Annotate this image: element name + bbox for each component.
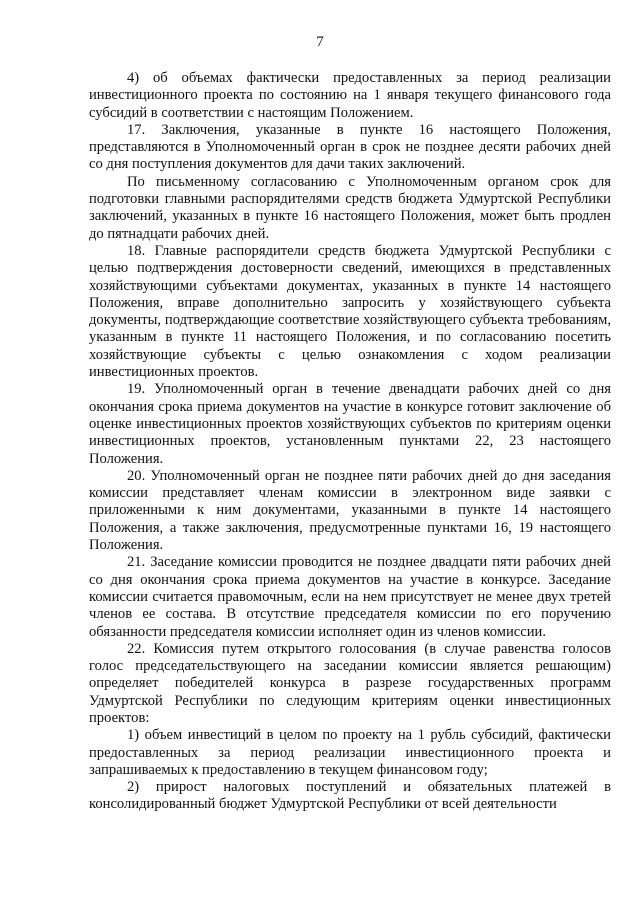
paragraph-18: 18. Главные распорядители средств бюджета Удмуртской Республики с целью подтверждения достоверности сведений, имеющихся в представленных хозяйствующими субъектами документах, указанных в пункте 14 настоящего Положения, вправе дополнительно запросить у хозяйствующего субъекта документы, подтверждающие соответствие хозяйствующего субъекта требованиям, указанным в пункте 11 настоящего Положения, и по согласованию посетить хозяйствующие субъекты с целью ознакомления с ходом реализации инвестиционных проектов.: [89, 242, 611, 381]
criterion-2: 2) прирост налоговых поступлений и обязательных платежей в консолидированный бюджет Удмуртской Республики от всей деятельности: [89, 779, 611, 813]
paragraph-22: 22. Комиссия путем открытого голосования (в случае равенства голосов голос председательствующего на заседании комиссии является решающим) определяет победителей конкурса в разрезе государственных программ Удмуртской Республики по следующим критериям оценки инвестиционных проектов:: [89, 640, 611, 726]
paragraph-20: 20. Уполномоченный орган не позднее пяти рабочих дней до дня заседания комиссии представляет членам комиссии в электронном виде заявки с приложенными к ним документами, указанными в пункте 14 настоящего Положения, а также заключения, предусмотренные пунктами 16, 19 настоящего Положения.: [89, 467, 611, 554]
paragraph-19: 19. Уполномоченный орган в течение двенадцати рабочих дней со дня окончания срока приема документов на участие в конкурсе готовит заключение об оценке инвестиционных проектов хозяйствующих субъектов по критериям оценки инвестиционных проектов, установленным пунктами 22, 23 настоящего Положения.: [89, 381, 611, 467]
paragraph-item-4-subsidies: 4) об объемах фактически предоставленных за период реализации инвестиционного проекта по состоянию на 1 января текущего финансового года субсидий в соответствии с настоящим Положением.: [89, 70, 611, 121]
criterion-1: 1) объем инвестиций в целом по проекту на 1 рубль субсидий, фактически предоставленных за период реализации инвестиционного проекта и запрашиваемых к предоставлению в текущем финансовом году;: [89, 727, 611, 778]
paragraph-21: 21. Заседание комиссии проводится не позднее двадцати пяти рабочих дней со дня окончания срока приема документов на участие в конкурсе. Заседание комиссии считается правомочным, если на нем присутствует не менее двух третей членов ее состава. В отсутствие председателя комиссии по его поручению обязанности председателя комиссии исполняет один из членов комиссии.: [89, 554, 611, 640]
document-body: [89, 70, 611, 814]
paragraph-17-extension: По письменному согласованию с Уполномоченным органом срок для подготовки главными распорядителями средств бюджета Удмуртской Республики заключений, указанных в пункте 16 настоящего Положения, может быть продлен до пятнадцати рабочих дней.: [89, 173, 611, 242]
paragraph-17: 17. Заключения, указанные в пункте 16 настоящего Положения, представляются в Уполномоченный орган в срок не позднее десяти рабочих дней со дня поступления документов для дачи таких заключений.: [89, 121, 611, 173]
page-number: 7: [316, 34, 324, 50]
